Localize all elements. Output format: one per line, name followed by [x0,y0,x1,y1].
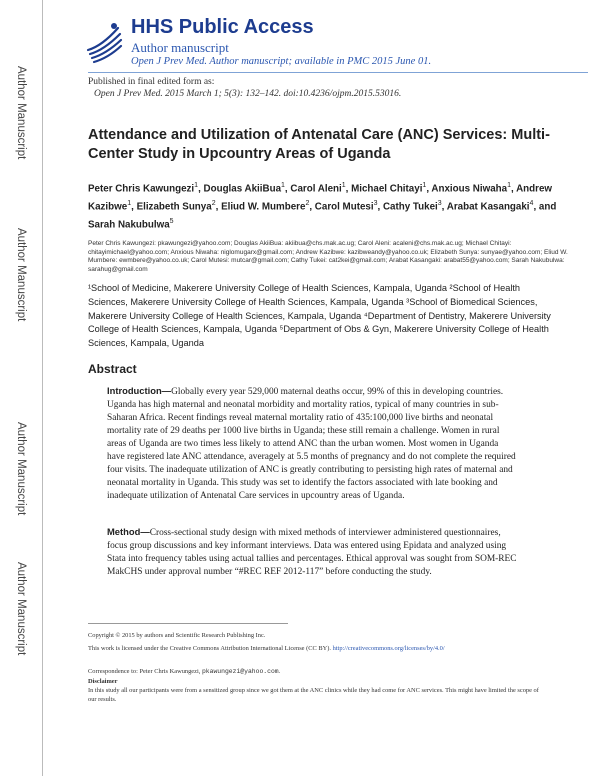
correspondence-email[interactable]: pkawungezi@yahoo.com [201,668,279,675]
introduction-label: Introduction— [107,385,172,396]
author-name: Anxious Niwaha [431,183,508,195]
author-affiliation-number: 1 [281,182,285,189]
sidebar [0,0,40,776]
author-name: Andrew Kazibwe [88,183,553,213]
author-name: Eliud W. Mumbere [221,201,306,213]
author-name: Carol Aleni [290,183,342,195]
copyright: Copyright © 2015 by authors and Scientific Research Publishing Inc. [88,632,266,639]
author-name: Michael Chitayi [351,183,423,195]
abstract-introduction [107,384,517,503]
footnote-divider [88,623,288,624]
author-name: Elizabeth Sunya [136,201,212,213]
hhs-title: HHS Public Access [131,16,314,38]
sidebar-label: Author Manuscript [15,562,27,656]
author-affiliation-number: 1 [127,199,132,207]
license [88,645,548,654]
method-text: Cross-sectional study design with mixed methods of interviewer administered questionnaires, focus group discussions and key informant interviews. Data was entered using Epidata and analyzed using Stata into frequency tables using actual tallies and percentages. Ethical approval was sought from SOM-REC MakCHS under approval number “#REC REF 2012-117” before conducting the study. [107,528,517,577]
hhs-eagle-logo [84,20,124,66]
correspondence-label: Correspondence to: Peter Chris Kawungezi, [88,668,202,675]
author-affiliation-number: 3 [437,199,442,207]
author-affiliation-number: 5 [169,217,174,225]
author-name: Arabat Kasangaki [446,201,530,213]
published-label: Published in final edited form as: [88,77,215,87]
author-affiliation-number: 1 [341,182,346,189]
correspondence-end: . [278,668,281,675]
sidebar-label: Author Manuscript [15,66,27,160]
abstract-method [107,525,517,579]
citation: Open J Prev Med. 2015 March 1; 5(3): 132–142. doi:10.4236/ojpm.2015.53016. [94,89,402,99]
sidebar-label: Author Manuscript [15,422,27,516]
author-affiliation-number: 1 [422,182,427,189]
author-name: Carol Mutesi [314,201,374,213]
abstract-heading: Abstract [88,362,137,376]
header-divider [88,72,588,73]
correspondence [88,668,548,677]
author-emails: Peter Chris Kawungezi: pkawungezi@yahoo.com; Douglas AkiiBua: akiibua@chs.mak.ac.ug; Carol Aleni: acaleni@chs.mak.ac.ug; Michael Chitayi: chitayimichael@yahoo.com; Anxious Niwaha: niglomugarx@gmail.com; Andrew Kazibwe: kazibweandy@yahoo.co.uk; Elizabeth Sunya: sunyae@yahoo.com; Eliud W. Mumbere: ewmbere@yahoo.co.uk; Carol Mutesi: mutcar@gmail.com; Cathy Tukei: cat2kei@gmail.com; Arabat Kasangaki: arabat55@yahoo.com; Sarah Nakubulwa: sarahug@gmail.com [88,240,568,274]
author-name: Cathy Tukei [382,201,438,213]
author-affiliation-number: 3 [373,199,378,207]
author-affiliation-number: 2 [305,199,310,207]
journal-availability: Open J Prev Med. Author manuscript; available in PMC 2015 June 01. [131,56,432,67]
author-name: Douglas AkiiBua [203,183,282,195]
hhs-subtitle: Author manuscript [131,40,229,55]
article-title: Attendance and Utilization of Antenatal Care (ANC) Services: Multi-Center Study in Upcountry Areas of Uganda [88,127,550,162]
sidebar-divider [42,0,43,776]
author-name: Sarah Nakubulwa [88,218,170,230]
method-label: Method— [107,526,150,537]
author-name: Peter Chris Kawungezi [88,183,195,195]
author-affiliation-number: 2 [211,199,216,207]
license-link[interactable]: http://creativecommons.org/licenses/by/4.0/ [332,645,445,652]
sidebar-label: Author Manuscript [15,228,27,322]
disclaimer-text: In this study all our participants were from a sensitized group since we got them at the ANC clinics while they had come for ANC services. This might have limited the scope of our results. [88,687,539,703]
author-affiliation-number: 4 [529,199,534,207]
affiliations: ¹School of Medicine, Makerere University College of Health Sciences, Kampala, Uganda ²School of Health Sciences, Makerere University College of Health Sciences, Kampala, Uganda ³School of Biomedical Sciences, Makerere University College of Health Sciences, Kampala, Uganda ⁴Department of Dentistry, Makerere University College of Health Sciences, Kampala, Uganda ⁵Department of Obs & Gyn, Makerere University College of Health Sciences, Kampala, Uganda [88,283,551,349]
author-affiliation-number: 1 [507,182,511,189]
author-list: Peter Chris Kawungezi$^1$, Douglas AkiiBua$^1$, Carol Aleni$^1$, Michael Chitayi$^1$, Anxious Niwaha$^1$, Andrew Kazibwe$^1$, Elizabeth Sunya$^2$, Eliud W. Mumbere$^2$, Carol Mutesi$^3$, Cathy Tukei$^3$, Arabat Kasangaki$^4$, and Sarah Nakubulwa$^5$ [88,182,557,230]
license-text: This work is licensed under the Creative Commons Attribution International License (CC BY). [88,645,333,652]
introduction-text: Globally every year 529,000 maternal deaths occur, 99% of this in developing countries. Uganda has high maternal and neonatal morbidity and mortality ratios, typical of many countries in sub-Saharan Africa. Recent findings reveal maternal mortality ratio of 435:100,000 live births and neonatal mortality rate of 29 deaths per 1000 live births in Uganda; these still remain a challenge. Women in rural areas of Uganda are two times less likely to attend ANC than the urban women. Most women in Uganda have registered late ANC attendance, averagely at 5.5 months of pregnancy and do not complete the required four visits. The inadequate utilization of ANC is greatly contributing to persisting high rates of maternal and neonatal mortality in Uganda. This study was set to identify the factors associated with late booking and inadequate utilization of Antenatal Care services in upcountry areas of Uganda. [107,387,516,501]
author-affiliation-number: 1 [194,182,199,189]
disclaimer-heading: Disclaimer [88,678,118,685]
